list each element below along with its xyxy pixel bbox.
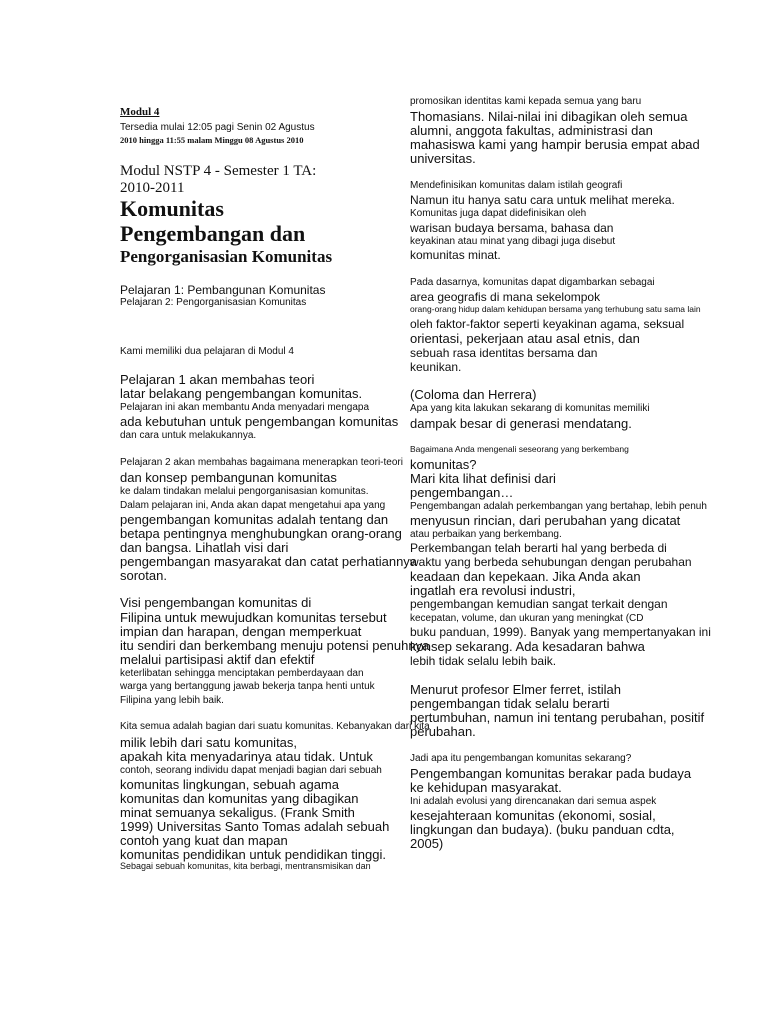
right-text-line: perubahan.: [410, 724, 476, 739]
module-subtitle-line1: Modul NSTP 4 - Semester 1 TA:: [120, 163, 317, 179]
right-text-line: komunitas minat.: [410, 248, 501, 262]
left-text-line: dan cara untuk melakukannya.: [120, 430, 257, 441]
left-text-line: betapa pentingnya menghubungkan orang-orang: [120, 526, 402, 541]
left-text-line: komunitas lingkungan, sebuah agama: [120, 777, 339, 792]
left-text-line: dan konsep pembangunan komunitas: [120, 470, 337, 485]
left-text-line: 1999) Universitas Santo Tomas adalah sebuah: [120, 819, 390, 834]
left-text-line: contoh yang kuat dan mapan: [120, 833, 288, 848]
availability-until-text: 2010 hingga 11:55 malam Minggu 08 Agustus 2010: [120, 135, 304, 145]
right-text-line: lebih tidak selalu lebih baik.: [410, 654, 557, 668]
left-text-line: pengembangan komunitas adalah tentang dan: [120, 512, 389, 527]
lesson-1-heading: Pelajaran 1: Pembangunan Komunitas: [120, 283, 326, 297]
right-text-line: orang-orang hidup dalam kehidupan bersama yang terhubung satu sama lain: [410, 304, 701, 314]
left-text-line: keterlibatan sehingga menciptakan pemberdayaan dan: [120, 668, 364, 679]
right-text-line: konsep sekarang. Ada kesadaran bahwa: [410, 639, 645, 654]
left-text-line: Filipina untuk mewujudkan komunitas tersebut: [120, 610, 387, 625]
left-text-line: ke dalam tindakan melalui pengorganisasian komunitas.: [120, 486, 369, 497]
left-text-line: warga yang bertanggung jawab bekerja tanpa henti untuk: [120, 681, 375, 692]
right-text-line: pertumbuhan, namun ini tentang perubahan, positif: [410, 710, 705, 725]
right-text-line: Thomasians. Nilai-nilai ini dibagikan oleh semua: [410, 109, 688, 124]
right-text-line: keadaan dan kepekaan. Jika Anda akan: [410, 569, 641, 584]
right-text-line: keyakinan atau minat yang dibagi juga disebut: [410, 236, 616, 247]
left-text-line: apakah kita menyadarinya atau tidak. Untuk: [120, 749, 373, 764]
right-text-line: alumni, anggota fakultas, administrasi dan: [410, 123, 653, 138]
availability-text: Tersedia mulai 12:05 pagi Senin 02 Agustus: [120, 122, 315, 133]
left-text-line: Kami memiliki dua pelajaran di Modul 4: [120, 346, 294, 357]
right-text-line: pengembangan tidak selalu berarti: [410, 696, 610, 711]
right-text-line: Ini adalah evolusi yang direncanakan dari semua aspek: [410, 796, 657, 807]
right-text-line: lingkungan dan budaya). (buku panduan cdta,: [410, 822, 675, 837]
left-text-line: Filipina yang lebih baik.: [120, 695, 224, 706]
left-text-line: impian dan harapan, dengan memperkuat: [120, 624, 362, 639]
right-text-line: mahasiswa kami yang hampir berusia empat abad: [410, 137, 700, 152]
left-text-line: ada kebutuhan untuk pengembangan komunitas: [120, 414, 399, 429]
right-text-line: Pengembangan adalah perkembangan yang bertahap, lebih penuh: [410, 501, 707, 512]
right-text-line: buku panduan, 1999). Banyak yang mempertanyakan ini: [410, 625, 711, 639]
right-text-line: Komunitas juga dapat didefinisikan oleh: [410, 208, 587, 219]
right-text-line: ke kehidupan masyarakat.: [410, 780, 562, 795]
left-text-line: Pelajaran ini akan membantu Anda menyadari mengapa: [120, 402, 370, 413]
lesson-2-heading: Pelajaran 2: Pengorganisasian Komunitas: [120, 297, 307, 308]
right-text-line: Jadi apa itu pengembangan komunitas sekarang?: [410, 753, 632, 764]
right-text-line: pengembangan…: [410, 485, 514, 500]
left-text-line: Kita semua adalah bagian dari suatu komunitas. Kebanyakan dari kita: [120, 721, 430, 732]
left-text-line: Dalam pelajaran ini, Anda akan dapat mengetahui apa yang: [120, 500, 386, 511]
left-text-line: latar belakang pengembangan komunitas.: [120, 386, 363, 401]
left-text-line: Pelajaran 1 akan membahas teori: [120, 372, 315, 387]
right-text-line: Namun itu hanya satu cara untuk melihat mereka.: [410, 193, 675, 207]
left-text-line: Sebagai sebuah komunitas, kita berbagi, mentransmisikan dan: [120, 861, 371, 871]
left-text-line: komunitas pendidikan untuk pendidikan tinggi.: [120, 847, 386, 862]
right-text-line: (Coloma dan Herrera): [410, 387, 537, 402]
right-text-line: Menurut profesor Elmer ferret, istilah: [410, 682, 621, 697]
right-text-line: ingatlah era revolusi industri,: [410, 583, 576, 598]
right-text-line: oleh faktor-faktor seperti keyakinan agama, seksual: [410, 317, 685, 331]
right-text-line: waktu yang berbeda sehubungan dengan perubahan: [410, 555, 692, 569]
right-text-line: 2005): [410, 836, 444, 851]
left-text-line: itu sendiri dan berkembang menuju potensi penuhnya: [120, 638, 430, 653]
right-text-line: atau perbaikan yang berkembang.: [410, 529, 562, 540]
right-text-line: orientasi, pekerjaan atau asal etnis, dan: [410, 331, 640, 346]
right-text-line: universitas.: [410, 151, 476, 166]
left-text-line: sorotan.: [120, 568, 167, 583]
left-text-line: komunitas dan komunitas yang dibagikan: [120, 791, 359, 806]
right-text-line: pengembangan kemudian sangat terkait dengan: [410, 597, 668, 611]
right-text-line: kecepatan, volume, dan ukuran yang meningkat (CD: [410, 613, 644, 624]
page-title-line3: Pengorganisasian Komunitas: [120, 247, 333, 266]
page-title-line1: Komunitas: [120, 196, 224, 221]
left-text-line: Visi pengembangan komunitas di: [120, 595, 312, 610]
left-text-line: milik lebih dari satu komunitas,: [120, 735, 298, 750]
left-text-line: minat semuanya sekaligus. (Frank Smith: [120, 805, 355, 820]
right-text-line: Mendefinisikan komunitas dalam istilah geografi: [410, 180, 623, 191]
right-text-line: Perkembangan telah berarti hal yang berbeda di: [410, 541, 667, 555]
right-text-line: promosikan identitas kami kepada semua yang baru: [410, 96, 642, 107]
right-text-line: Mari kita lihat definisi dari: [410, 471, 556, 486]
module-label: Modul 4: [120, 106, 160, 118]
right-text-line: Pengembangan komunitas berakar pada budaya: [410, 766, 692, 781]
right-text-line: sebuah rasa identitas bersama dan: [410, 346, 598, 360]
left-text-line: melalui partisipasi aktif dan efektif: [120, 652, 315, 667]
right-text-line: menyusun rincian, dari perubahan yang dicatat: [410, 513, 681, 528]
right-text-line: kesejahteraan komunitas (ekonomi, sosial,: [410, 808, 656, 823]
right-text-line: Apa yang kita lakukan sekarang di komunitas memiliki: [410, 403, 650, 414]
right-text-line: Pada dasarnya, komunitas dapat digambarkan sebagai: [410, 277, 655, 288]
right-text-line: warisan budaya bersama, bahasa dan: [410, 221, 614, 235]
left-text-line: dan bangsa. Lihatlah visi dari: [120, 540, 289, 555]
left-text-line: Pelajaran 2 akan membahas bagaimana menerapkan teori-teori: [120, 457, 403, 468]
right-text-line: dampak besar di generasi mendatang.: [410, 416, 632, 431]
right-text-line: komunitas?: [410, 457, 477, 472]
right-text-line: Bagaimana Anda mengenali seseorang yang berkembang: [410, 444, 629, 454]
right-text-line: keunikan.: [410, 360, 462, 374]
right-text-line: area geografis di mana sekelompok: [410, 290, 601, 304]
left-text-line: contoh, seorang individu dapat menjadi bagian dari sebuah: [120, 765, 382, 776]
module-subtitle-line2: 2010-2011: [120, 180, 185, 196]
left-text-line: pengembangan masyarakat dan catat perhatiannya: [120, 554, 418, 569]
page-title-line2: Pengembangan dan: [120, 221, 306, 246]
